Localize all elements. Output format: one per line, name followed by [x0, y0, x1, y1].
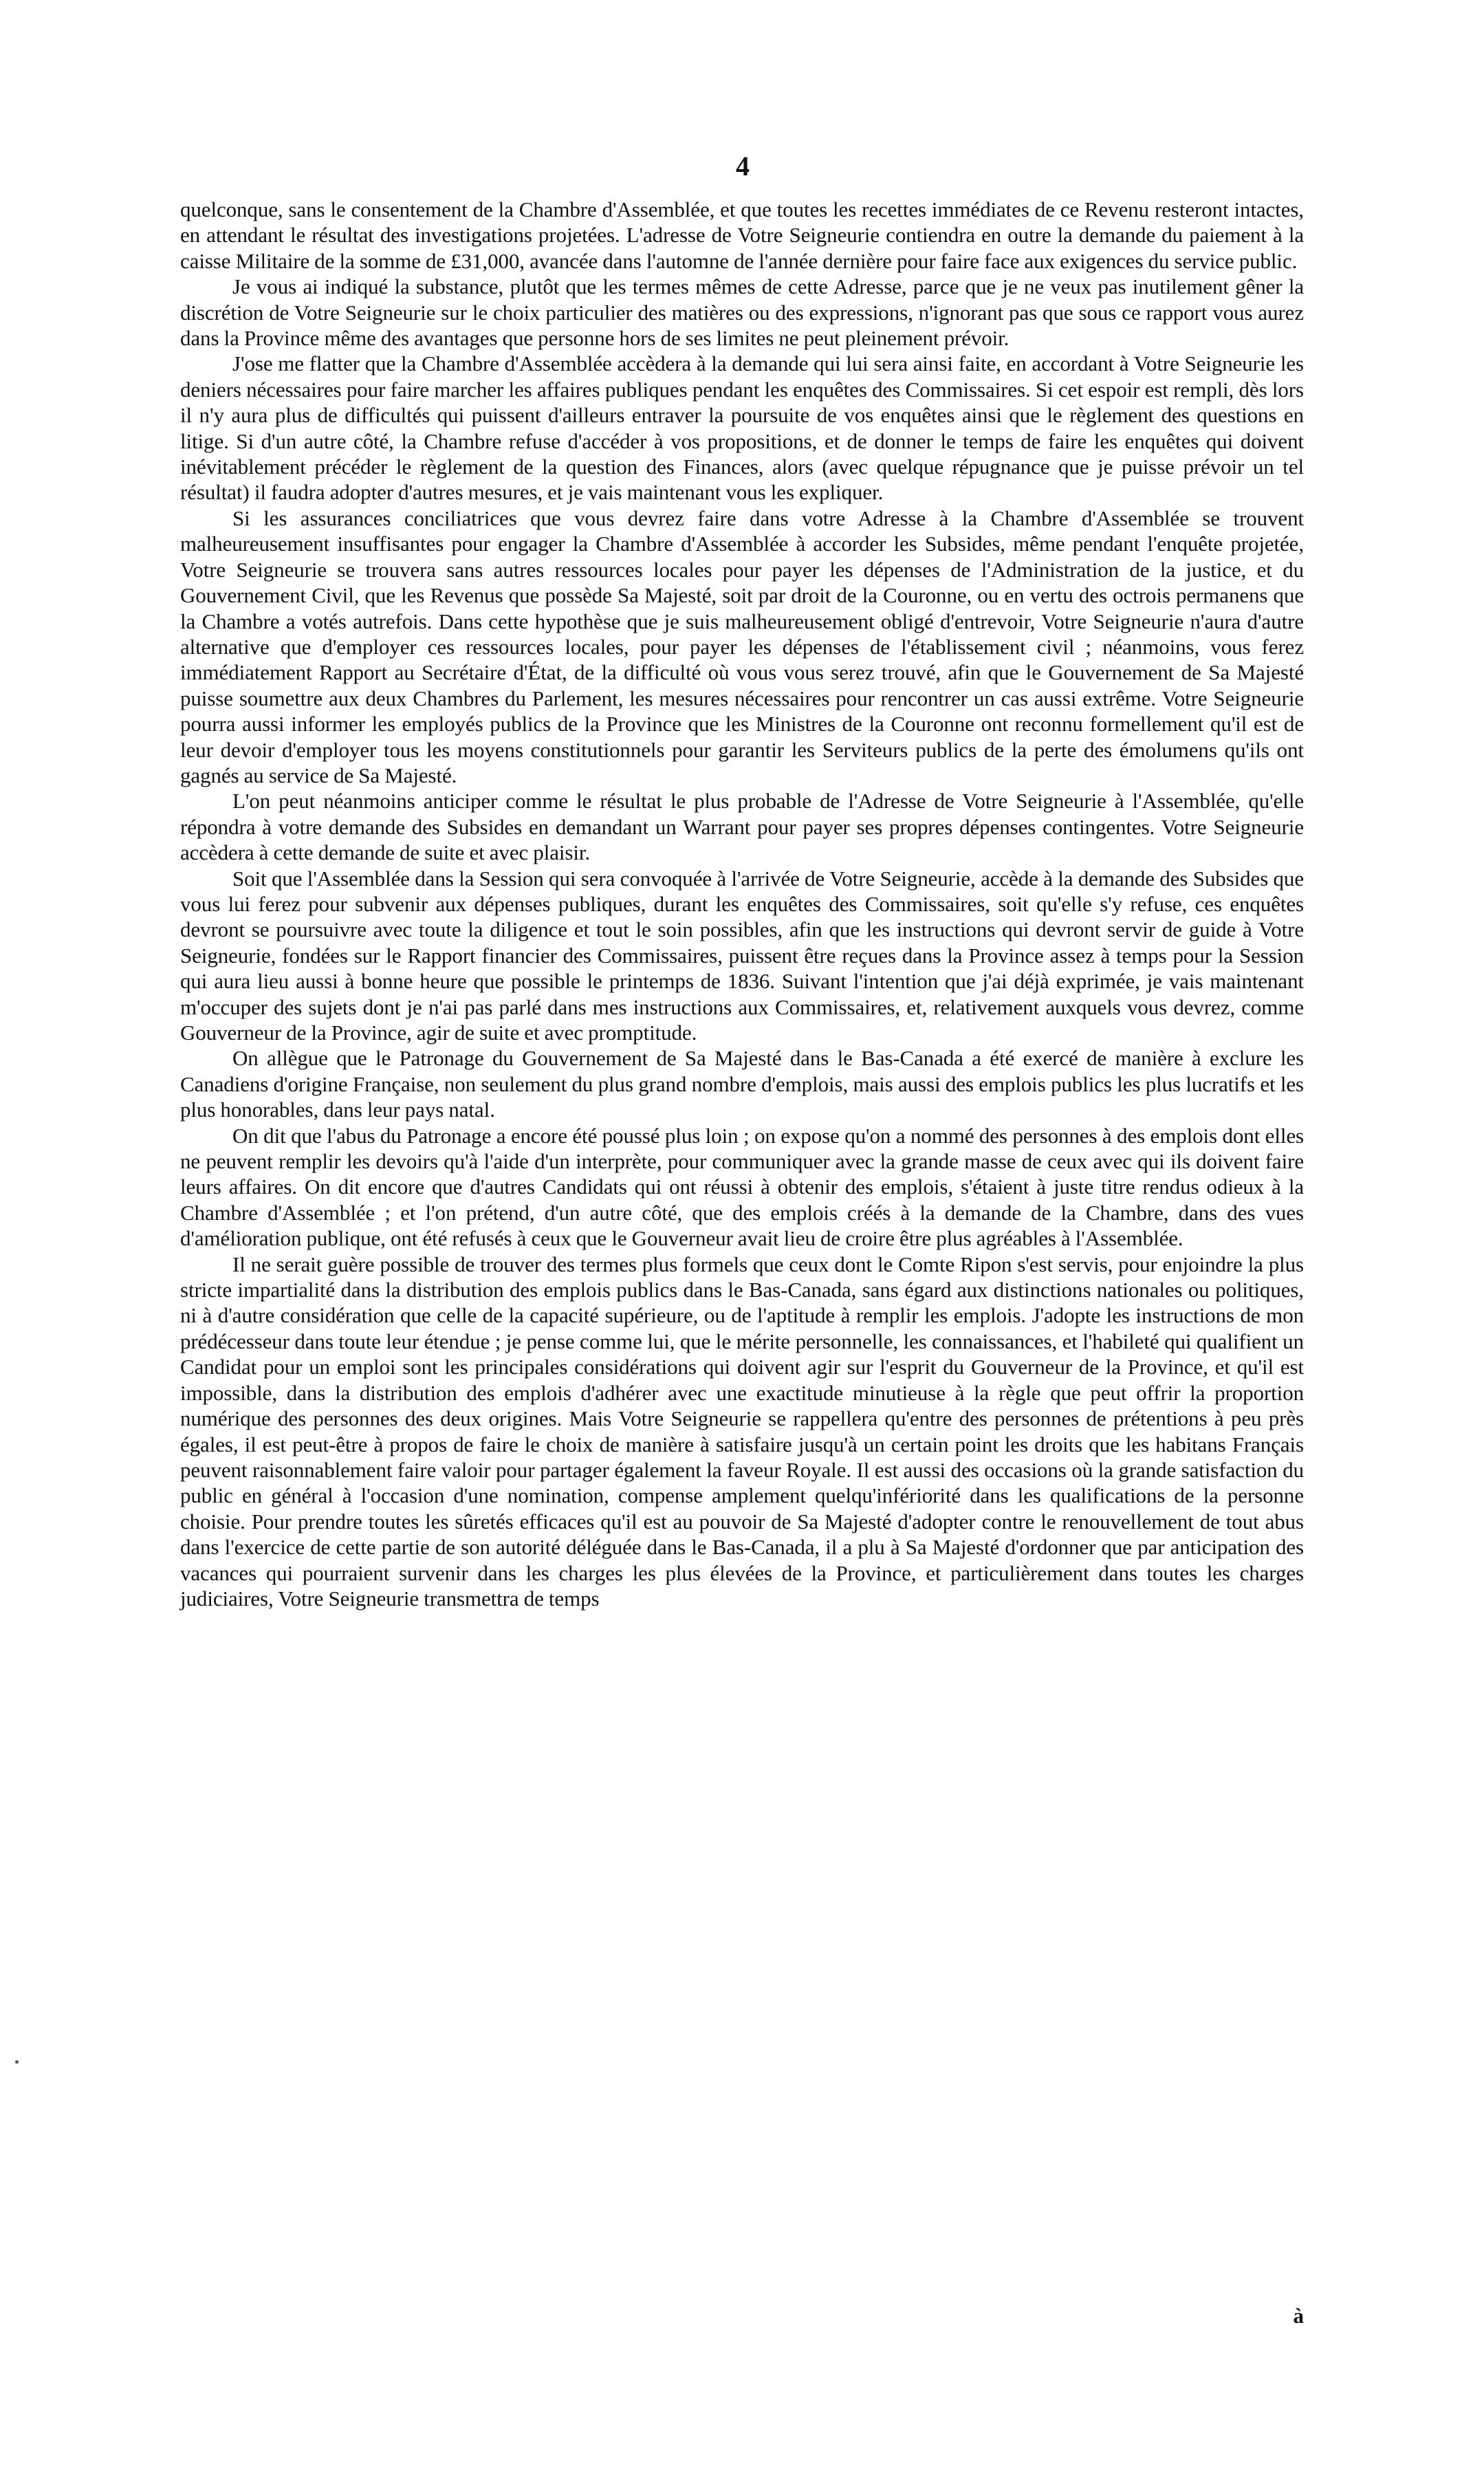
paragraph-2: Je vous ai indiqué la substance, plutôt que les termes mêmes de cette Adresse, parce que je ne veux pas inutilement gêner la discrétion de Votre Seigneurie sur le choix particulier des matières ou des expressions, n'ignorant pas que sous ce rapport vous aurez dans la Province même des avantages que personne hors de ses limites ne peut pleinement prévoir. [180, 274, 1304, 351]
paragraph-3: J'ose me flatter que la Chambre d'Assemblée accèdera à la demande qui lui sera ainsi faite, en accordant à Votre Seigneurie les deniers nécessaires pour faire marcher les affaires publiques pendant les enquêtes des Commissaires. Si cet espoir est rempli, dès lors il n'y aura plus de difficultés qui puissent d'ailleurs entraver la poursuite de vos enquêtes ainsi que le règlement des questions en litige. Si d'un autre côté, la Chambre refuse d'accéder à vos propositions, et de donner le temps de faire les enquêtes qui doivent inévitablement précéder le règlement de la question des Finances, alors (avec quelque répugnance que je puisse prévoir un tel résultat) il faudra adopter d'autres mesures, et je vais maintenant vous les expliquer. [180, 351, 1304, 505]
catchword: à [1293, 2304, 1304, 2328]
paragraph-7: On allègue que le Patronage du Gouvernement de Sa Majesté dans le Bas-Canada a été exercé de manière à exclure les Canadiens d'origine Française, non seulement du plus grand nombre d'emplois, mais aussi des emplois publics les plus lucratifs et les plus honorables, dans leur pays natal. [180, 1046, 1304, 1122]
paragraph-5: L'on peut néanmoins anticiper comme le résultat le plus probable de l'Adresse de Votre Seigneurie à l'Assemblée, qu'elle répondra à votre demande des Subsides en demandant un Warrant pour payer ses propres dépenses contingentes. Votre Seigneurie accèdera à cette demande de suite et avec plaisir. [180, 789, 1304, 865]
body-text [180, 197, 1304, 1611]
page-number: 4 [736, 151, 750, 182]
paragraph-4: Si les assurances conciliatrices que vous devrez faire dans votre Adresse à la Chambre d'Assemblée se trouvent malheureusement insuffisantes pour engager la Chambre d'Assemblée à accorder les Subsides, même pendant l'enquête projetée, Votre Seigneurie se trouvera sans autres ressources locales pour payer les dépenses de l'Administration de la justice, et du Gouvernement Civil, que les Revenus que possède Sa Majesté, soit par droit de la Couronne, ou en vertu des octrois permanens que la Chambre a votés autrefois. Dans cette hypothèse que je suis malheureusement obligé d'entrevoir, Votre Seigneurie n'aura d'autre alternative que d'employer ces ressources locales, pour payer les dépenses de l'établissement civil ; néanmoins, vous ferez immédiatement Rapport au Secrétaire d'État, de la difficulté où vous vous serez trouvé, afin que le Gouvernement de Sa Majesté puisse soumettre aux deux Chambres du Parlement, les mesures nécessaires pour rencontrer un cas aussi extrême. Votre Seigneurie pourra aussi informer les employés publics de la Province que les Ministres de la Couronne ont reconnu formellement qu'il est de leur devoir d'employer tous les moyens constitutionnels pour garantir les Serviteurs publics de la perte des émolumens qu'ils ont gagnés au service de Sa Majesté. [180, 505, 1304, 787]
stray-mark [15, 2060, 19, 2064]
paragraph-6: Soit que l'Assemblée dans la Session qui sera convoquée à l'arrivée de Votre Seigneurie, accède à la demande des Subsides que vous lui ferez pour subvenir aux dépenses publiques, durant les enquêtes des Commissaires, soit qu'elle s'y refuse, ces enquêtes devront se poursuivre avec toute la diligence et tout le soin possibles, afin que les instructions qui devront servir de guide à Votre Seigneurie, fondées sur le Rapport financier des Commissaires, puissent être reçues dans la Province assez à temps pour la Session qui aura lieu aussi à bonne heure que possible le printemps de 1836. Suivant l'intention que j'ai déjà exprimée, je vais maintenant m'occuper des sujets dont je n'ai pas parlé dans mes instructions aux Commissaires, et, relativement auxquels vous devrez, comme Gouverneur de la Province, agir de suite et avec promptitude. [180, 866, 1304, 1045]
paragraph-1: quelconque, sans le consentement de la Chambre d'Assemblée, et que toutes les recettes immédiates de ce Revenu resteront intactes, en attendant le résultat des investigations projetées. L'adresse de Votre Seigneurie contiendra en outre la demande du paiement à la caisse Militaire de la somme de £31,000, avancée dans l'automne de l'année dernière pour faire face aux exigences du service public. [180, 197, 1304, 273]
paragraph-8: On dit que l'abus du Patronage a encore été poussé plus loin ; on expose qu'on a nommé des personnes à des emplois dont elles ne peuvent remplir les devoirs qu'à l'aide d'un interprète, pour communiquer avec la grande masse de ceux avec qui ils doivent faire leurs affaires. On dit encore que d'autres Candidats qui ont réussi à obtenir des emplois, s'étaient à juste titre rendus odieux à la Chambre d'Assemblée ; et l'on prétend, d'un autre côté, que des emplois créés à la demande de la Chambre, dans des vues d'amélioration publique, ont été refusés à ceux que le Gouverneur avait lieu de croire être plus agréables à l'Assemblée. [180, 1123, 1304, 1251]
paragraph-9: Il ne serait guère possible de trouver des termes plus formels que ceux dont le Comte Ripon s'est servis, pour enjoindre la plus stricte impartialité dans la distribution des emplois publics dans le Bas-Canada, sans égard aux distinctions nationales ou politiques, ni à d'autre considération que celle de la capacité supérieure, ou de l'aptitude à remplir les emplois. J'adopte les instructions de mon prédécesseur dans toute leur étendue ; je pense comme lui, que le mérite personnelle, les connaissances, et l'habileté qui qualifient un Candidat pour un emploi sont les principales considérations qui doivent agir sur l'esprit du Gouverneur de la Province, et qu'il est impossible, dans la distribution des emplois d'adhérer avec une exactitude minutieuse à la règle que peut offrir la proportion numérique des personnes des deux origines. Mais Votre Seigneurie se rappellera qu'entre des personnes de prétentions à peu près égales, il est peut-être à propos de faire le choix de manière à satisfaire jusqu'à un certain point les droits que les habitans Français peuvent raisonnablement faire valoir pour partager également la faveur Royale. Il est aussi des occasions où la grande satisfaction du public en général à l'occasion d'une nomination, compense amplement quelqu'infériorité dans les qualifications de la personne choisie. Pour prendre toutes les sûretés efficaces qu'il est au pouvoir de Sa Majesté d'adopter contre le renouvellement de tout abus dans l'exercice de cette partie de son autorité déléguée dans le Bas-Canada, il a plu à Sa Majesté d'ordonner que par anticipation des vacances qui pourraient survenir dans les charges les plus élevées de la Province, et particulièrement dans toutes les charges judiciaires, Votre Seigneurie transmettra de temps [180, 1252, 1304, 1611]
